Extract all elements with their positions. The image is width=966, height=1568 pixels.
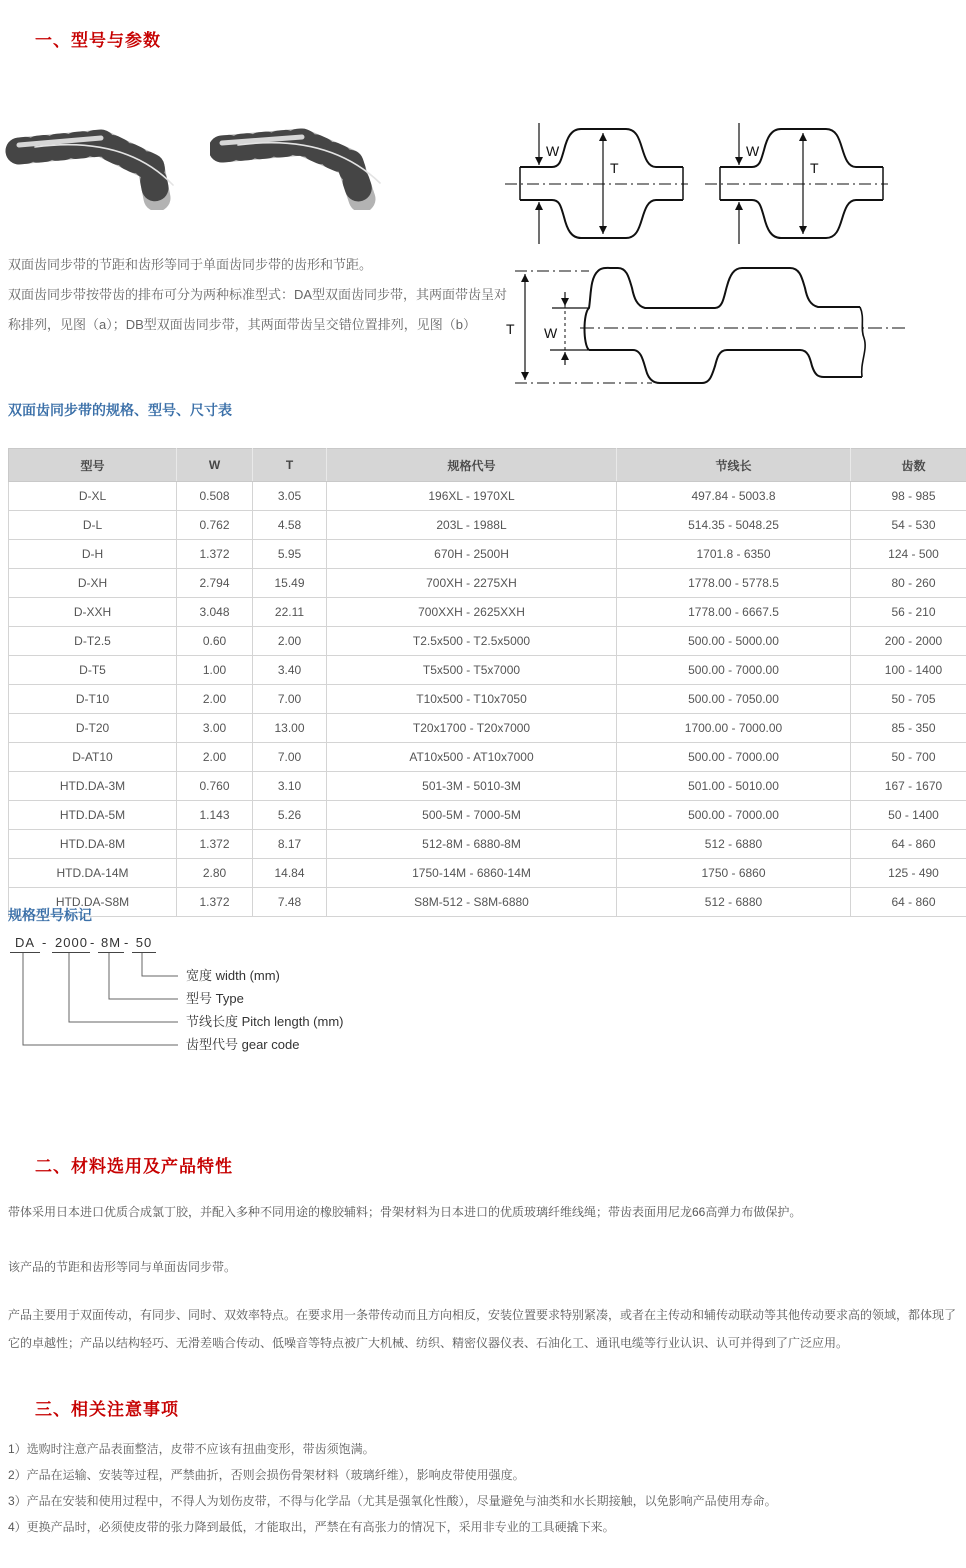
table-row [9,830,966,859]
table-cell: 514.35 - 5048.25 [617,511,851,540]
table-cell: 501-3M - 5010-3M [327,772,617,801]
table-cell: D-XL [9,482,177,511]
table-cell: 54 - 530 [851,511,966,540]
table-row [9,685,966,714]
table-cell: 1.372 [177,888,253,917]
marking-label-type: 型号 Type [186,991,244,1006]
application-paragraph: 产品主要用于双面传动，有同步、同时、双效率特点。在要求用一条带传动而且方向相反，安装位置要求特别紧凑，或者在主传动和辅传动联动等其他传动要求高的领域，都体现了它的卓越性；产品以结构轻巧、无滑差啮合传动、低噪音等特点被广大机械、纺织、精密仪器仪表、石油化工、通讯电缆等行业认识、认可并得到了广泛应用。 [8,1308,957,1350]
column-header: 型号 [9,449,177,482]
table-cell: 124 - 500 [851,540,966,569]
intro-text [8,250,516,340]
table-cell: 7.00 [253,743,327,772]
tooth-profile-diagrams [490,100,966,395]
table-row [9,569,966,598]
table-cell: 64 - 860 [851,888,966,917]
table-row [9,656,966,685]
marking-label-pitch: 节线长度 Pitch length (mm) [186,1014,344,1029]
table-cell: 500.00 - 7000.00 [617,801,851,830]
table-cell: 512 - 6880 [617,888,851,917]
table-cell: 1750 - 6860 [617,859,851,888]
table-cell: 1.372 [177,540,253,569]
table-row [9,598,966,627]
table-cell: 8.17 [253,830,327,859]
table-cell: T10x500 - T10x7050 [327,685,617,714]
dimension-label-t: T [506,321,515,337]
intro-paragraph-1: 双面齿同步带的节距和齿形等同于单面齿同步带的齿形和节距。 [8,257,373,272]
marking-code-width: 50 [132,935,156,953]
note-item: 2）产品在运输、安装等过程，严禁曲折，否则会损伤骨架材料（玻璃纤维），影响皮带使用强度。 [8,1468,525,1482]
section1-heading: 一、型号与参数 [35,31,161,50]
table-row [9,772,966,801]
diagram-b [705,123,888,244]
table-cell: 1778.00 - 5778.5 [617,569,851,598]
table-cell: 1750-14M - 6860-14M [327,859,617,888]
table-cell: 64 - 860 [851,830,966,859]
table-cell: HTD.DA-5M [9,801,177,830]
table-cell: 670H - 2500H [327,540,617,569]
column-header: T [253,449,327,482]
table-cell: 7.00 [253,685,327,714]
table-row [9,859,966,888]
table-cell: D-T5 [9,656,177,685]
table-cell: 56 - 210 [851,598,966,627]
table-cell: 500.00 - 7050.00 [617,685,851,714]
table-cell: 15.49 [253,569,327,598]
table-cell: 1701.8 - 6350 [617,540,851,569]
table-cell: 500-5M - 7000-5M [327,801,617,830]
table-cell: 2.80 [177,859,253,888]
table-cell: D-AT10 [9,743,177,772]
table-cell: 2.00 [177,743,253,772]
table-cell: 7.48 [253,888,327,917]
marking-separator: - [90,935,95,950]
marking-label-width: 宽度 width (mm) [186,968,280,983]
table-cell: 50 - 705 [851,685,966,714]
table-cell: 2.794 [177,569,253,598]
spec-table-title: 双面齿同步带的规格、型号、尺寸表 [8,402,232,418]
table-cell: 100 - 1400 [851,656,966,685]
table-cell: 125 - 490 [851,859,966,888]
note-item: 1）选购时注意产品表面整洁，皮带不应该有扭曲变形，带齿须饱满。 [8,1442,375,1456]
table-cell: AT10x500 - AT10x7000 [327,743,617,772]
table-cell: 1778.00 - 6667.5 [617,598,851,627]
table-cell: 14.84 [253,859,327,888]
table-cell: 196XL - 1970XL [327,482,617,511]
table-cell: 700XXH - 2625XXH [327,598,617,627]
table-cell: 0.762 [177,511,253,540]
table-cell: 1.00 [177,656,253,685]
table-cell: 700XH - 2275XH [327,569,617,598]
intro-paragraph-2: 双面齿同步带按带齿的排布可分为两种标准型式：DA型双面齿同步带，其两面带齿呈对称排列，见图（a）；DB型双面齿同步带，其两面带齿呈交错位置排列，见图（b） [8,287,508,332]
dimension-label-w: W [746,143,760,159]
table-cell: 80 - 260 [851,569,966,598]
table-cell: D-L [9,511,177,540]
belt-photo-1 [5,105,205,210]
pitch-paragraph: 该产品的节距和齿形等同与单面齿同步带。 [8,1260,237,1274]
marking-separator: - [124,935,129,950]
table-cell: 501.00 - 5010.00 [617,772,851,801]
marking-code-pitch: 2000 [52,935,90,953]
table-cell: D-XXH [9,598,177,627]
table-cell: D-T20 [9,714,177,743]
table-cell: 0.60 [177,627,253,656]
spec-table [8,448,966,917]
table-cell: 512 - 6880 [617,830,851,859]
marking-separator: - [42,935,47,950]
table-cell: 3.048 [177,598,253,627]
table-cell: 1.143 [177,801,253,830]
marking-code-gear: DA [10,935,40,953]
table-cell: 50 - 1400 [851,801,966,830]
marking-label-gear: 齿型代号 gear code [186,1037,300,1052]
table-cell: 5.95 [253,540,327,569]
section3-heading: 三、相关注意事项 [35,1400,179,1419]
table-cell: 0.760 [177,772,253,801]
table-row [9,801,966,830]
table-cell: HTD.DA-14M [9,859,177,888]
column-header: 齿数 [851,449,966,482]
note-item: 3）产品在安装和使用过程中，不得人为划伤皮带，不得与化学品（尤其是强氧化性酸），尽量避免与油类和水长期接触，以免影响产品使用寿命。 [8,1494,777,1508]
column-header: W [177,449,253,482]
marking-diagram [8,933,368,1068]
table-cell: 2.00 [253,627,327,656]
table-row [9,511,966,540]
table-cell: 85 - 350 [851,714,966,743]
note-item: 4）更换产品时，必须使皮带的张力降到最低，才能取出，严禁在有高张力的情况下，采用非专业的工具硬撬下来。 [8,1520,615,1534]
table-cell: 3.00 [177,714,253,743]
dimension-label-t: T [810,160,819,176]
table-row [9,888,966,917]
table-row [9,743,966,772]
dimension-label-w: W [544,325,558,341]
table-cell: 512-8M - 6880-8M [327,830,617,859]
table-cell: 500.00 - 7000.00 [617,656,851,685]
table-cell: 203L - 1988L [327,511,617,540]
table-cell: T2.5x500 - T2.5x5000 [327,627,617,656]
table-row [9,627,966,656]
table-cell: 22.11 [253,598,327,627]
dimension-label-t: T [610,160,619,176]
table-cell: 2.00 [177,685,253,714]
table-cell: 13.00 [253,714,327,743]
table-cell: 200 - 2000 [851,627,966,656]
table-cell: 500.00 - 7000.00 [617,743,851,772]
table-cell: 3.40 [253,656,327,685]
column-header: 规格代号 [327,449,617,482]
section2-body [8,1198,958,1357]
table-cell: D-T10 [9,685,177,714]
table-cell: 5.26 [253,801,327,830]
diagram-a [505,123,688,244]
table-cell: 167 - 1670 [851,772,966,801]
table-cell: 0.508 [177,482,253,511]
table-row [9,714,966,743]
table-cell: HTD.DA-3M [9,772,177,801]
column-header: 节线长 [617,449,851,482]
table-cell: S8M-512 - S8M-6880 [327,888,617,917]
table-cell: 50 - 700 [851,743,966,772]
dimension-label-w: W [546,143,560,159]
table-cell: 500.00 - 5000.00 [617,627,851,656]
table-cell: 3.10 [253,772,327,801]
table-header-row [9,449,966,482]
table-cell: 4.58 [253,511,327,540]
material-paragraph: 带体采用日本进口优质合成氯丁胶，并配入多种不同用途的橡胶辅料；骨架材料为日本进口的优质玻璃纤维线绳；带齿表面用尼龙66高弹力布做保护。 [8,1205,802,1219]
table-cell: 98 - 985 [851,482,966,511]
table-cell: HTD.DA-S8M [9,888,177,917]
table-cell: D-H [9,540,177,569]
table-cell: 497.84 - 5003.8 [617,482,851,511]
table-cell: 1.372 [177,830,253,859]
marking-code-type: 8M [98,935,124,953]
table-cell: 1700.00 - 7000.00 [617,714,851,743]
table-cell: HTD.DA-8M [9,830,177,859]
notes-list [8,1436,958,1540]
table-cell: T5x500 - T5x7000 [327,656,617,685]
marking-title: 规格型号标记 [8,907,92,923]
section2-heading: 二、材料选用及产品特性 [35,1157,233,1176]
table-cell: D-XH [9,569,177,598]
diagram-db-side [515,268,905,383]
table-cell: 3.05 [253,482,327,511]
table-cell: T20x1700 - T20x7000 [327,714,617,743]
table-cell: D-T2.5 [9,627,177,656]
belt-photo-2 [210,105,415,210]
table-row [9,482,966,511]
table-row [9,540,966,569]
